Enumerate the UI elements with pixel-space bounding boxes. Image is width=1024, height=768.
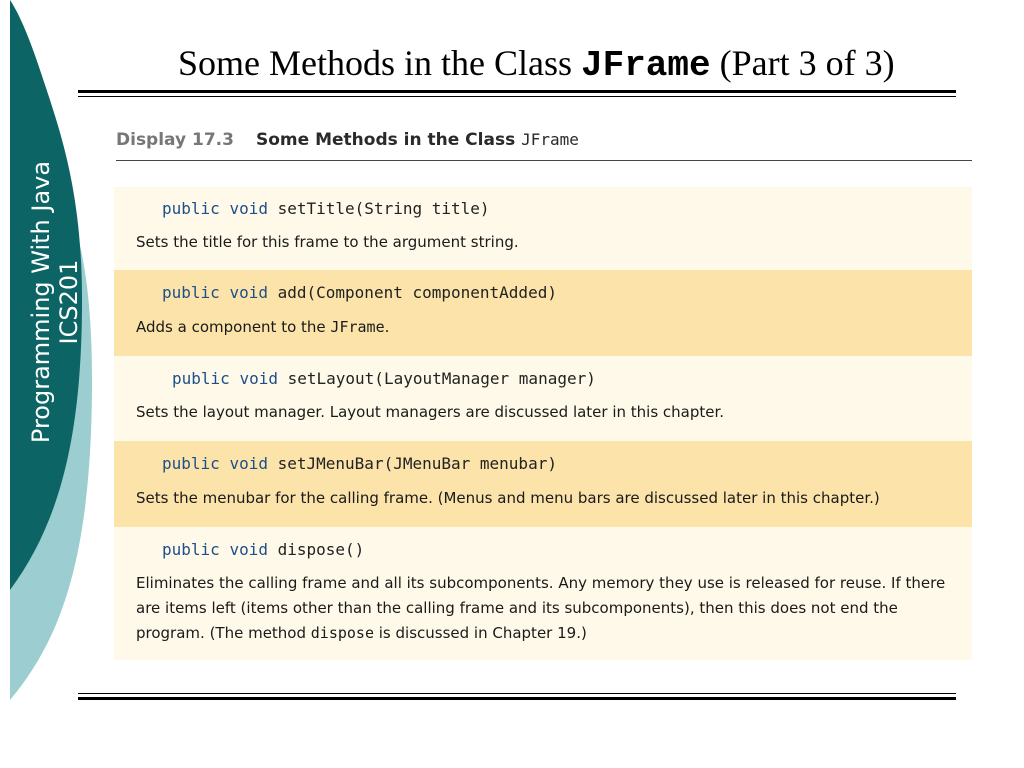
footer-rule-thick <box>78 697 956 700</box>
method-description <box>136 486 966 511</box>
method-name: setJMenuBar(JMenuBar menubar) <box>277 454 557 473</box>
keyword-public: public <box>162 283 220 302</box>
display-title <box>256 130 579 150</box>
keyword-public: public <box>162 199 220 218</box>
display-underline <box>116 160 972 161</box>
method-row-add <box>114 270 972 356</box>
sidebar-course-code: ICS201 <box>55 259 83 345</box>
method-signature <box>162 540 364 559</box>
title-rule-thick <box>78 90 956 93</box>
method-name: dispose() <box>277 540 365 559</box>
footer-rule-thin <box>78 693 956 694</box>
method-description <box>136 571 966 646</box>
display-header <box>116 130 972 160</box>
method-signature <box>162 283 557 302</box>
keyword-void: void <box>229 540 268 559</box>
slide-title <box>178 42 998 86</box>
keyword-void: void <box>229 199 268 218</box>
method-signature <box>162 454 557 473</box>
sidebar-caption <box>27 92 83 512</box>
keyword-public: public <box>162 540 220 559</box>
description-text: Sets the layout manager. Layout managers are discussed later in this chapter. <box>136 403 725 421</box>
description-text: Eliminates the calling frame and all its subcomponents. Any memory they use is released for reuse. If there are items left (items other than the calling frame and its subcomponents), then this does not end the program. (The method <box>136 574 946 642</box>
description-code: JFrame <box>330 318 385 336</box>
description-code: dispose <box>310 624 374 642</box>
keyword-void: void <box>239 369 278 388</box>
method-name: add(Component componentAdded) <box>277 283 557 302</box>
method-description <box>136 230 966 255</box>
title-rule-thin <box>78 96 956 97</box>
description-text: Adds a component to the <box>136 318 331 336</box>
method-row-setjmenubar <box>114 441 972 527</box>
sidebar-banner <box>0 0 110 768</box>
method-name: setTitle(String title) <box>277 199 490 218</box>
description-text: Sets the menubar for the calling frame. (Menus and menu bars are discussed later in this chapter.) <box>136 489 880 507</box>
keyword-void: void <box>229 454 268 473</box>
keyword-public: public <box>162 454 220 473</box>
description-text-end: . <box>384 318 390 336</box>
method-signature <box>172 369 596 388</box>
keyword-public: public <box>172 369 230 388</box>
method-signature <box>162 199 490 218</box>
display-title-code: JFrame <box>521 130 579 149</box>
sidebar-course-name: Programming With Java <box>27 160 55 444</box>
slide-title-code: JFrame <box>581 45 711 86</box>
slide-title-text: Some Methods in the Class <box>178 43 581 83</box>
method-row-setlayout <box>114 356 972 441</box>
method-description <box>136 315 966 340</box>
keyword-void: void <box>229 283 268 302</box>
method-description <box>136 400 966 425</box>
description-text-end: is discussed in Chapter 19.) <box>374 624 587 642</box>
method-name: setLayout(LayoutManager manager) <box>287 369 596 388</box>
display-title-text: Some Methods in the Class <box>256 130 522 150</box>
method-row-settitle <box>114 187 972 270</box>
display-number: Display 17.3 <box>116 130 234 150</box>
description-text: Sets the title for this frame to the argument string. <box>136 233 519 251</box>
method-row-dispose <box>114 527 972 660</box>
slide-title-part: (Part 3 of 3) <box>710 43 895 83</box>
